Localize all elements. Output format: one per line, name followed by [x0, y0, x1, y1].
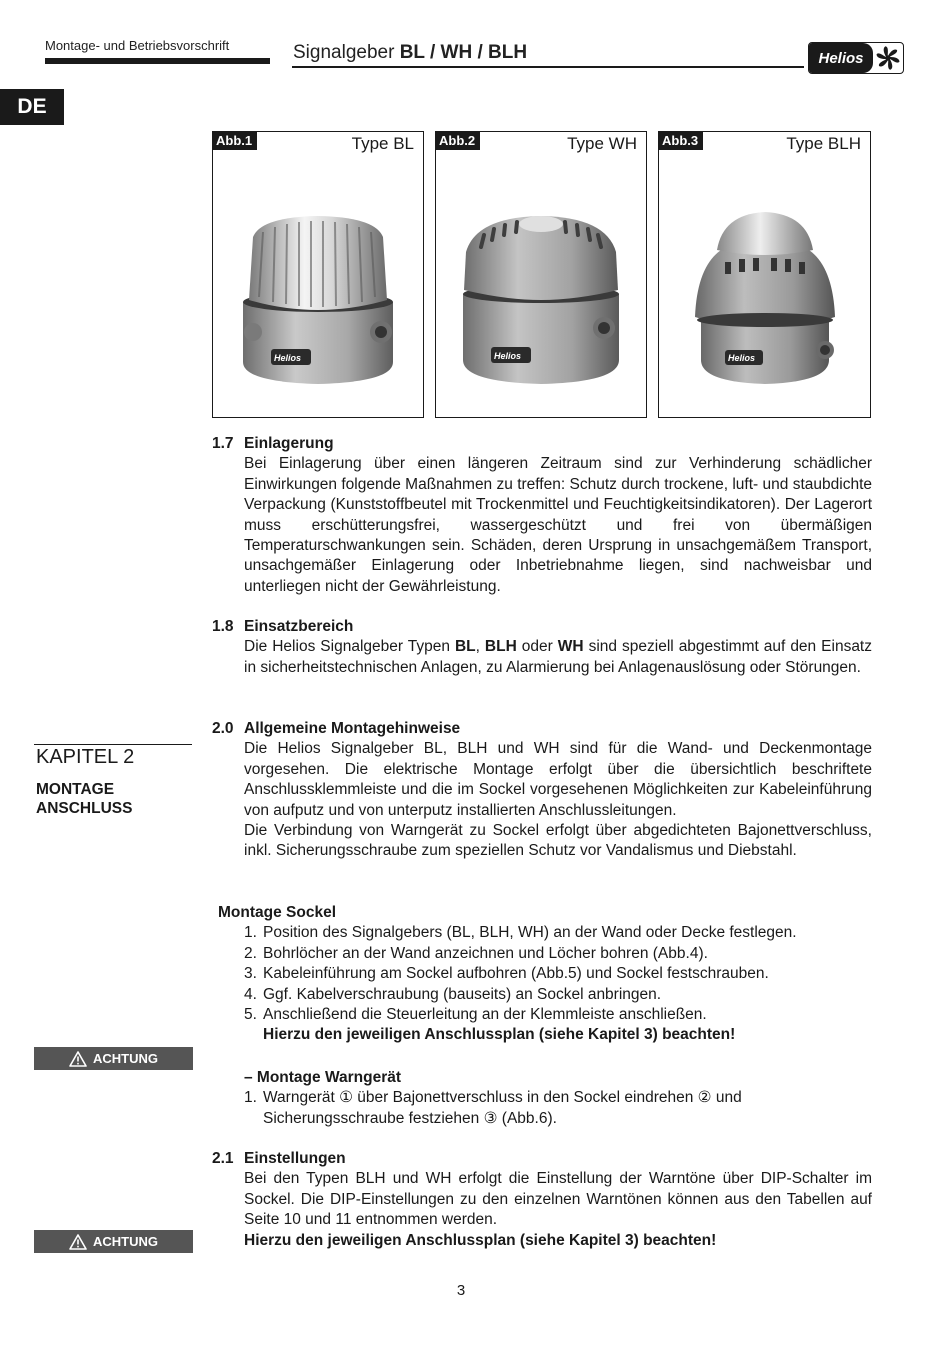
- figure-tag: Abb.2: [436, 132, 480, 150]
- section-number: 1.8: [212, 618, 234, 635]
- section-heading: [212, 434, 872, 454]
- figure-type-blh: [658, 131, 871, 418]
- signal-device-bl-image: [213, 132, 423, 417]
- page-number: 3: [456, 1282, 466, 1299]
- warning-badge: [34, 1047, 193, 1070]
- page-title: [293, 42, 527, 64]
- svg-text:Helios: Helios: [274, 353, 302, 363]
- section-title: Allgemeine Montagehinweise: [244, 720, 461, 737]
- figure-tag: Abb.1: [213, 132, 257, 150]
- subsection-title: – Montage Warngerät: [244, 1069, 402, 1086]
- figure-type-label: Type BLH: [786, 134, 861, 153]
- montage-warngeraet: [212, 1068, 872, 1129]
- section-body: Die Helios Signalgeber Typen BL, BLH oder WH sind speziell abgestimmt auf den Einsatz in sicherheitstechnischen Anlagen, zu Alarmierung bei Anlagenauslösung oder Störungen.: [244, 638, 872, 676]
- figure-type-label: Type WH: [567, 134, 637, 153]
- section-1-7: [212, 434, 872, 597]
- title-models: BL / WH / BLH: [399, 42, 528, 63]
- section-title: Einsatzbereich: [244, 618, 354, 635]
- warning-triangle-icon: [69, 1234, 87, 1250]
- section-number: 2.0: [212, 720, 234, 737]
- section-title: Einlagerung: [244, 435, 334, 452]
- document-type: Montage- und Betriebsvorschrift: [45, 38, 230, 53]
- warning-label: ACHTUNG: [93, 1234, 158, 1249]
- chapter-subtitle-line: MONTAGE: [36, 781, 115, 798]
- section-heading: [212, 1149, 872, 1169]
- warning-triangle-icon: [69, 1051, 87, 1067]
- section-note: Hierzu den jeweiligen Anschlussplan (siehe Kapitel 3) beachten!: [244, 1231, 717, 1249]
- section-body: Bei den Typen BLH und WH erfolgt die Einstellung der Warntöne über DIP-Schalter im Sockel. Die DIP-Einstellungen zu den einzelnen Warntönen können aus den Tabellen auf Seite 10 und 11 entnommen werden.: [244, 1170, 872, 1229]
- list-item: 5. Anschließend die Steuerleitung an der Klemmleiste anschließen.: [244, 1006, 707, 1024]
- header-rule: [292, 66, 804, 68]
- section-paragraph: Die Verbindung von Warngerät zu Sockel erfolgt über abgedichteten Bajonettverschluss, inkl. Sicherungsschraube zum speziellen Schutz vor Vandalismus und Diebstahl.: [244, 822, 872, 860]
- model-wh: WH: [557, 638, 584, 656]
- warning-label: ACHTUNG: [93, 1051, 158, 1066]
- figure-type-wh: [435, 131, 647, 418]
- list-item: 1. Warngerät ① über Bajonettverschluss in den Sockel eindrehen ② und Sicherungsschraube festziehen ③ (Abb.6).: [244, 1089, 742, 1127]
- section-body: Bei Einlagerung über einen längeren Zeitraum sind zur Verhinderung schädlicher Einwirkungen folgende Maßnahmen zu treffen: Schutz durch trockene, luft- und staubdichte Verpackung (Kunststoffbeutel mit Trockenmittel und Feuchtigkeitsindikatoren). Der Lagerort muss erschütterungsfrei, wassergeschützt und frei von übermäßigen Temperaturschwankungen sein. Schäden, deren Ursprung in unsachgemäßem Transport, unsachgemäßer Einlagerung oder Inbetriebnahme liegen, sind nachweisbar und unterliegen nicht der Gewährleistung.: [244, 455, 872, 595]
- list-item: 4. Ggf. Kabelverschraubung (bauseits) an Sockel anbringen.: [244, 985, 662, 1003]
- figure-type-bl: [212, 131, 424, 418]
- section-heading: [212, 617, 872, 637]
- svg-text:Helios: Helios: [728, 353, 756, 363]
- montage-sockel: [212, 903, 872, 1046]
- chapter-rule: [34, 744, 192, 745]
- chapter-subtitle-line: ANSCHLUSS: [36, 800, 133, 817]
- warning-badge: [34, 1230, 193, 1253]
- header-bar: [45, 58, 270, 64]
- title-prefix: Signalgeber: [293, 42, 400, 63]
- section-2-1: [212, 1149, 872, 1251]
- helios-logo: [808, 42, 904, 74]
- figure-type-label: Type BL: [351, 134, 414, 153]
- subsection-title: Montage Sockel: [218, 904, 336, 921]
- section-paragraph: Die Helios Signalgeber BL, BLH und WH sind für die Wand- und Deckenmontage vorgesehen. Die elektrische Montage erfolgt über die übersichtlich beschriftete Anschlussklemmleiste und die im Sockel vorgesehenen Möglichkeiten zur Kabeleinführung von aufputz und von unterputz installierten Anschlussleitungen.: [244, 740, 872, 819]
- language-tab: DE: [0, 89, 64, 125]
- chapter-subtitle: [36, 780, 132, 818]
- figure-tag: Abb.3: [659, 132, 703, 150]
- section-number: 1.7: [212, 435, 234, 452]
- list-item: 1. Position des Signalgebers (BL, BLH, WH) an der Wand oder Decke festlegen.: [244, 924, 797, 942]
- section-title: Einstellungen: [244, 1150, 346, 1167]
- svg-text:Helios: Helios: [494, 351, 522, 361]
- logo-wordmark: Helios: [809, 43, 873, 73]
- fan-icon: [873, 46, 903, 70]
- sockel-steps: [244, 923, 872, 1045]
- signal-device-wh-image: [436, 132, 646, 417]
- list-item: 2. Bohrlöcher an der Wand anzeichnen und Löcher bohren (Abb.4).: [244, 944, 708, 962]
- model-blh: BLH: [484, 638, 517, 656]
- model-bl: BL: [454, 638, 476, 656]
- section-2-0: [212, 719, 872, 862]
- list-note: Hierzu den jeweiligen Anschlussplan (siehe Kapitel 3) beachten!: [263, 1026, 736, 1044]
- chapter-title: KAPITEL 2: [36, 746, 135, 768]
- section-1-8: [212, 617, 872, 678]
- section-heading: [212, 719, 872, 739]
- list-item: 3. Kabeleinführung am Sockel aufbohren (Abb.5) und Sockel festschrauben.: [244, 965, 769, 983]
- signal-device-blh-image: [659, 132, 870, 417]
- section-number: 2.1: [212, 1150, 234, 1167]
